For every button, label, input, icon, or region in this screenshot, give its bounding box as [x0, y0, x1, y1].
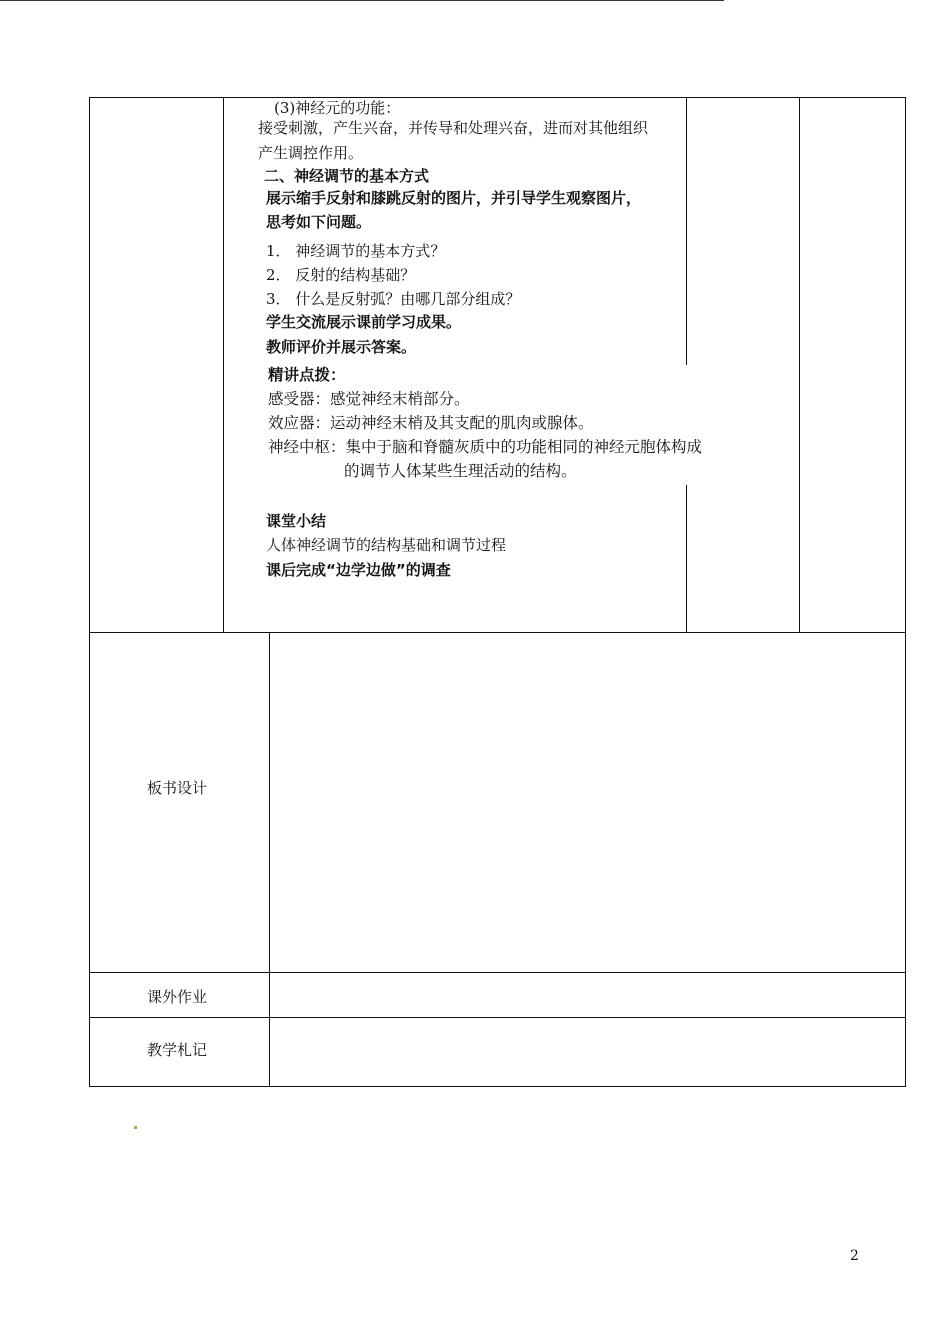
instruction-line2: 思考如下问题。 — [266, 213, 372, 231]
col-divider-3 — [799, 97, 800, 632]
neuron-function-heading: (3)神经元的功能： — [274, 99, 401, 117]
teaching-notes-label: 教学札记 — [147, 1041, 208, 1059]
table-border-right — [905, 97, 906, 1087]
row-divider-2 — [89, 972, 906, 973]
homework-note: 课后完成“边学边做”的调查 — [266, 561, 451, 579]
teacher-activity: 教师评价并展示答案。 — [266, 338, 417, 356]
question-1: 1． 神经调节的基本方式？ — [266, 242, 446, 260]
neuron-function-line2: 产生调控作用。 — [258, 144, 364, 162]
col-divider-2a — [686, 97, 687, 365]
homework-label: 课外作业 — [147, 988, 208, 1006]
header-rule — [0, 0, 724, 1]
table-border-top — [89, 97, 906, 98]
row-divider-3 — [89, 1017, 906, 1018]
table-border-left — [89, 97, 90, 1087]
summary-title: 课堂小结 — [266, 512, 327, 530]
effector-text: 效应器：运动神经末梢及其支配的肌肉或腺体。 — [268, 414, 594, 432]
row-divider-1 — [89, 632, 906, 633]
stray-dot — [134, 1126, 137, 1129]
key-points-title: 精讲点拨： — [268, 366, 346, 384]
student-activity: 学生交流展示课前学习成果。 — [266, 313, 462, 331]
question-2: 2． 反射的结构基础？ — [266, 266, 416, 284]
page-number: 2 — [850, 1248, 859, 1264]
neuron-function-line1: 接受刺激，产生兴奋，并传导和处理兴奋，进而对其他组织 — [258, 119, 649, 137]
center-line2: 的调节人体某些生理活动的结构。 — [344, 462, 577, 480]
col-divider-2b — [686, 485, 687, 632]
board-design-label: 板书设计 — [147, 779, 208, 797]
center-line1: 神经中枢：集中于脑和脊髓灰质中的功能相同的神经元胞体构成 — [268, 438, 703, 456]
instruction-line1: 展示缩手反射和膝跳反射的图片，并引导学生观察图片， — [266, 189, 642, 207]
col-divider-1 — [223, 97, 224, 632]
summary-text: 人体神经调节的结构基础和调节过程 — [266, 536, 507, 554]
label-col-divider — [269, 632, 270, 1087]
receptor-text: 感受器：感觉神经末梢部分。 — [268, 390, 470, 408]
section2-title: 二、神经调节的基本方式 — [264, 167, 430, 185]
question-3: 3． 什么是反射弧？由哪几部分组成？ — [266, 290, 521, 308]
table-border-bottom — [89, 1086, 906, 1087]
